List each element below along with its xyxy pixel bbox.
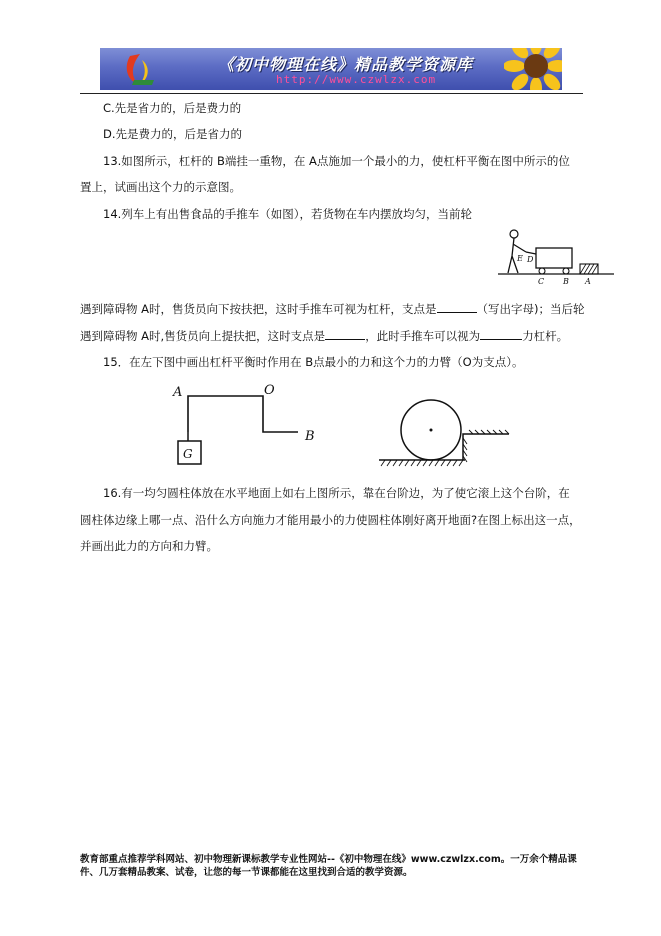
cylinder-step-figure	[375, 394, 515, 468]
lever-label-g: G	[183, 447, 193, 461]
lever-figure	[165, 380, 325, 472]
lever-label-a: A	[173, 385, 183, 400]
cart-figure	[496, 226, 616, 286]
q14-line3: 遇到障碍物 A时,售货员向上提扶把，这时支点是 ，此时手推车可以视为 力杠杆。	[80, 329, 569, 343]
q14-line1: 14.列车上有出售食品的手推车（如图），若货物在车内摆放均匀，当前轮	[103, 207, 473, 221]
lever-label-o: O	[264, 383, 275, 398]
q13-line1: 13.如图所示，杠杆的 B端挂一重物，在 A点施加一个最小的力，使杠杆平衡在图中所示的位	[103, 154, 570, 168]
cart-label-b: B	[563, 277, 569, 286]
footer-line1: 教育部重点推荐学科网站、初中物理新课标教学专业性网站--《初中物理在线》www.czwlzx.com。一万余个精品课	[80, 854, 577, 865]
cart-label-a: A	[585, 277, 591, 286]
answer-blank-1[interactable]	[437, 301, 477, 313]
answer-blank-3[interactable]	[480, 328, 522, 340]
banner-url[interactable]: http://www.czwlzx.com	[276, 73, 437, 86]
lever-label-b: B	[305, 429, 315, 444]
option-d: D.先是费力的，后是省力的	[103, 127, 243, 141]
header-banner	[100, 48, 562, 90]
option-c: C.先是省力的，后是费力的	[103, 101, 242, 115]
cart-label-d: D	[527, 255, 534, 264]
banner-title: 《初中物理在线》精品教学资源库	[218, 55, 474, 74]
site-logo-icon	[120, 50, 160, 88]
q16-line2: 圆柱体边缘上哪一点、沿什么方向施力才能用最小的力使圆柱体刚好离开地面?在图上标出这一点，	[80, 513, 581, 527]
cart-label-e: E	[517, 254, 523, 263]
footer	[80, 853, 590, 879]
q14-line2: 遇到障碍物 A时，售货员向下按扶把，这时手推车可视为杠杆，支点是 （写出字母)；当后轮	[80, 302, 585, 316]
q16-line1: 16.有一均匀圆柱体放在水平地面上如右上图所示，靠在台阶边，为了使它滚上这个台阶，在	[103, 486, 570, 500]
header-rule	[80, 93, 583, 94]
cart-label-c: C	[538, 277, 545, 286]
q15-line: 15．在左下图中画出杠杆平衡时作用在 B点最小的力和这个力的力臂（O为支点）。	[103, 355, 524, 369]
q13-line2: 置上，试画出这个力的示意图。	[80, 180, 241, 194]
answer-blank-2[interactable]	[325, 328, 365, 340]
sunflower-icon	[504, 48, 562, 90]
q16-line3: 并画出此力的方向和力臂。	[80, 539, 218, 553]
footer-line2: 件、几万套精品教案、试卷，让您的每一节课都能在这里找到合适的教学资源。	[80, 867, 413, 878]
